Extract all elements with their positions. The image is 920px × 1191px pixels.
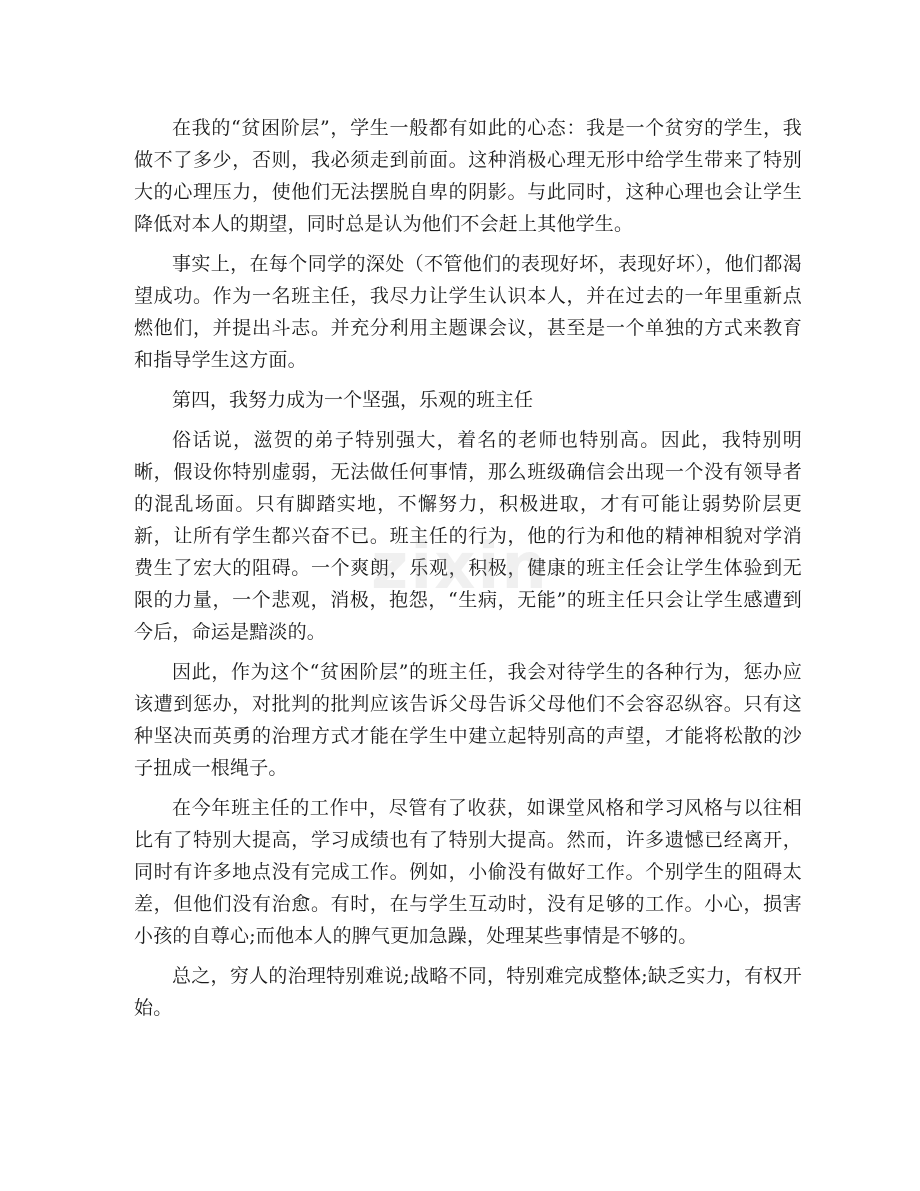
paragraph: 事实上，在每个同学的深处（不管他们的表现好坏，表现好坏），他们都渴望成功。作为一名班主任，我尽力让学生认识本人，并在过去的一年里重新点燃他们，并提出斗志。并充分利用主题课会议，甚至是一个单独的方式来教育和指导学生这方面。: [134, 253, 802, 371]
paragraph: 因此，作为这个“贫困阶层”的班主任，我会对待学生的各种行为，惩办应该遭到惩办，对批判的批判应该告诉父母告诉父母他们不会容忍纵容。只有这种坚决而英勇的治理方式才能在学生中建立起特别高的声望，才能将松散的沙子扭成一根绳子。: [134, 661, 802, 779]
paragraph: 在我的“贫困阶层”，学生一般都有如此的心态：我是一个贫穷的学生，我做不了多少，否则，我必须走到前面。这种消极心理无形中给学生带来了特别大的心理压力，使他们无法摆脱自卑的阴影。与此同时，这种心理也会让学生降低对本人的期望，同时总是认为他们不会赶上其他学生。: [134, 117, 802, 235]
paragraph: 俗话说，滋贺的弟子特别强大，着名的老师也特别高。因此，我特别明晰，假设你特别虚弱，无法做任何事情，那么班级确信会出现一个没有领导者的混乱场面。只有脚踏实地，不懈努力，积极进取，才有可能让弱势阶层更新，让所有学生都兴奋不已。班主任的行为，他的行为和他的精神相貌对学消费生了宏大的阻碍。一个爽朗，乐观，积极，健康的班主任会让学生体验到无限的力量，一个悲观，消极，抱怨，“生病，无能”的班主任只会让学生感遭到今后，命运是黯淡的。: [134, 429, 802, 643]
watermark: zixin: [371, 530, 549, 604]
section-heading: 第四，我努力成为一个坚强，乐观的班主任: [172, 389, 534, 411]
document-body: [134, 112, 802, 1032]
paragraph: 在今年班主任的工作中，尽管有了收获，如课堂风格和学习风格与以往相比有了特别大提高，学习成绩也有了特别大提高。然而，许多遗憾已经离开，同时有许多地点没有完成工作。例如，小偷没有做好工作。个别学生的阻碍太差，但他们没有治愈。有时，在与学生互动时，没有足够的工作。小心，损害小孩的自尊心;而他本人的脾气更加急躁，处理某些事情是不够的。: [134, 797, 802, 947]
paragraph: 总之，穷人的治理特别难说;战略不同，特别难完成整体;缺乏实力，有权开始。: [134, 965, 802, 1019]
